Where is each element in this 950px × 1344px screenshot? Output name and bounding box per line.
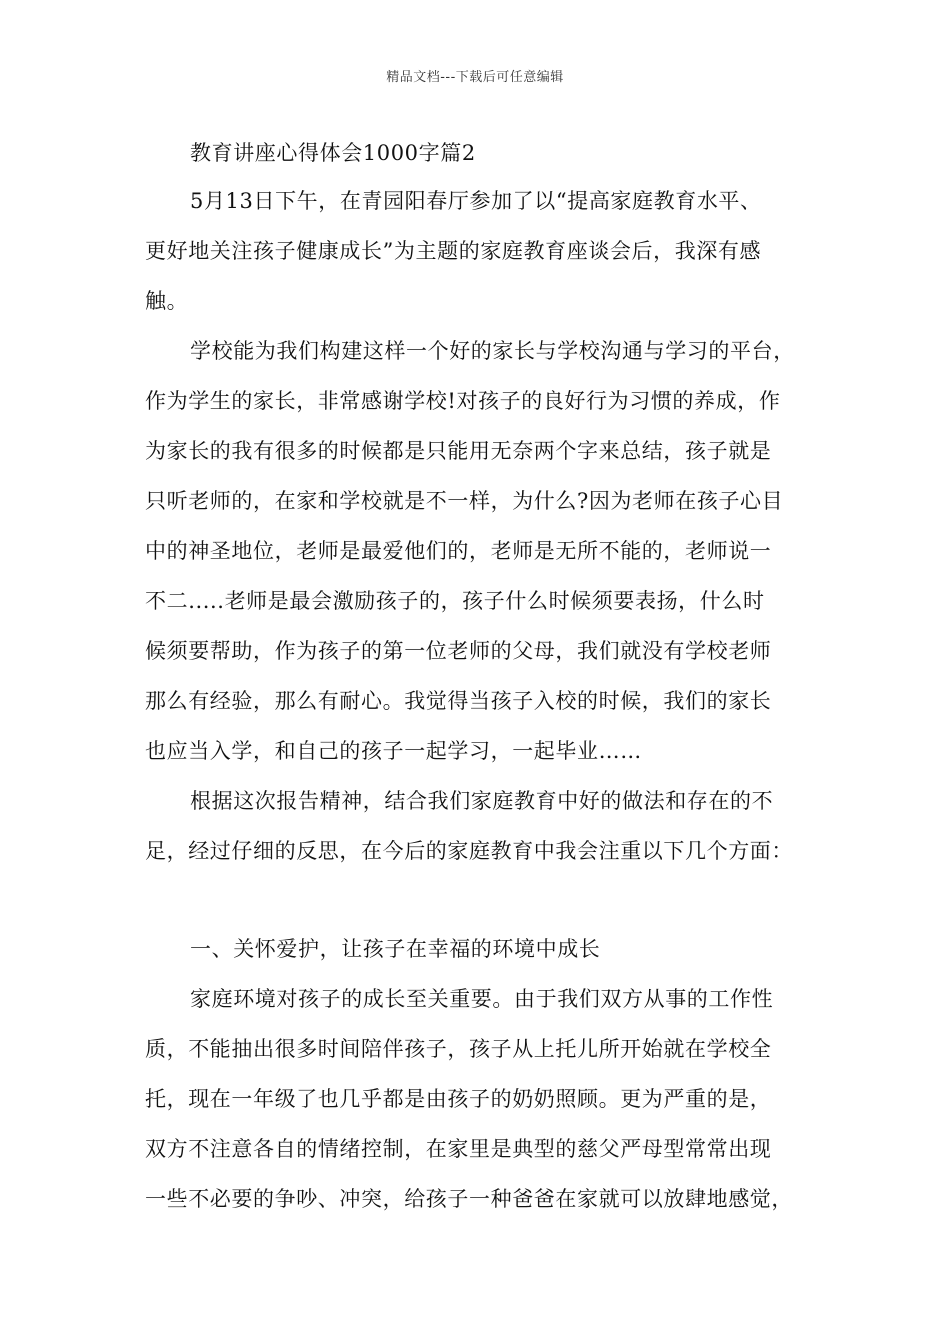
paragraph-2-line-2: 作为学生的家长，非常感谢学校!对孩子的良好行为习惯的养成，作 <box>145 389 781 413</box>
document-title: 教育讲座心得体会1000字篇2 <box>190 141 476 165</box>
paragraph-2-line-6: 不二.....老师是最会激励孩子的，孩子什么时候须要表扬，什么时 <box>145 589 765 613</box>
paragraph-4-line-1: 家庭环境对孩子的成长至关重要。由于我们双方从事的工作性 <box>190 987 774 1011</box>
paragraph-2-line-8: 那么有经验，那么有耐心。我觉得当孩子入校的时候，我们的家长 <box>145 689 772 713</box>
paragraph-2-line-1: 学校能为我们构建这样一个好的家长与学校沟通与学习的平台， <box>190 339 795 363</box>
page-header: 精品文档---下载后可任意编辑 <box>386 70 564 85</box>
paragraph-4-line-4: 双方不注意各自的情绪控制，在家里是典型的慈父严母型常常出现 <box>145 1137 772 1161</box>
paragraph-2-line-9: 也应当入学，和自己的孩子一起学习，一起毕业…… <box>145 739 642 763</box>
paragraph-2-line-7: 候须要帮助，作为孩子的第一位老师的父母，我们就没有学校老师 <box>145 639 772 663</box>
paragraph-2-line-5: 中的神圣地位，老师是最爱他们的，老师是无所不能的，老师说一 <box>145 539 772 563</box>
paragraph-1-line-3: 触。 <box>145 289 189 313</box>
paragraph-4-line-3: 托，现在一年级了也几乎都是由孩子的奶奶照顾。更为严重的是， <box>145 1087 772 1111</box>
paragraph-4-line-5: 一些不必要的争吵、冲突，给孩子一种爸爸在家就可以放肆地感觉， <box>145 1187 793 1211</box>
paragraph-4-line-2: 质，不能抽出很多时间陪伴孩子，孩子从上托儿所开始就在学校全 <box>145 1037 772 1061</box>
paragraph-3-line-2: 足，经过仔细的反思，在今后的家庭教育中我会注重以下几个方面： <box>145 839 793 863</box>
section-1-heading: 一、关怀爱护，让孩子在幸福的环境中成长 <box>190 937 601 961</box>
paragraph-2-line-4: 只听老师的，在家和学校就是不一样，为什么?因为老师在孩子心目 <box>145 489 784 513</box>
paragraph-3-line-1: 根据这次报告精神，结合我们家庭教育中好的做法和存在的不 <box>190 789 774 813</box>
paragraph-1-line-1: 5月13日下午，在青园阳春厅参加了以“提高家庭教育水平、 <box>190 189 762 213</box>
paragraph-1-line-2: 更好地关注孩子健康成长”为主题的家庭教育座谈会后，我深有感 <box>145 239 762 263</box>
paragraph-2-line-3: 为家长的我有很多的时候都是只能用无奈两个字来总结，孩子就是 <box>145 439 772 463</box>
